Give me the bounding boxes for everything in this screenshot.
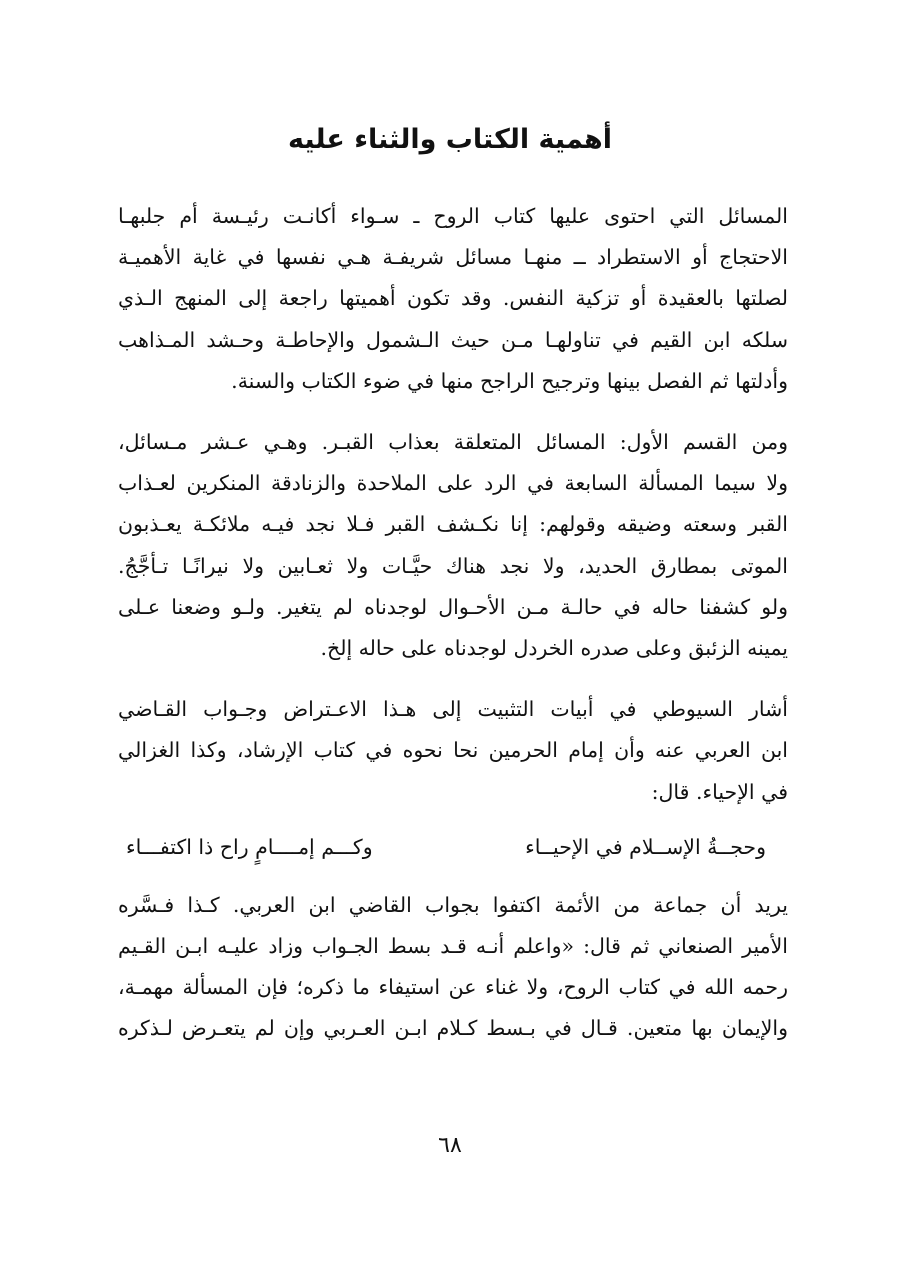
text-line: ابن العربي عنه وأن إمام الحرمين نحا نحوه في كتاب الإرشاد، وكذا الغزالي [118,738,788,763]
text-line: الموتى بمطارق الحديد، ولا نجد هناك حيَّـات ولا ثعـابين ولا نيرانًـا تـأجَّجُ. [118,553,788,578]
text-line: سلكه ابن القيم في تناولهـا مـن حيث الـشمول والإحاطـة وحـشد المـذاهب [118,327,788,352]
paragraph-3 [118,689,788,813]
verse-second-hemistich: وكـــم إمــــامٍ راح ذا اكتفـــاء [126,834,373,859]
verse-first-hemistich: وحجــةُ الإســلام في الإحيــاء [525,834,766,859]
text-line: في الإحياء. قال: [651,779,788,804]
page-number: ٦٨ [438,1133,462,1158]
text-line: رحمه الله في كتاب الروح، ولا غناء عن استيفاء ما ذكره؛ فإن المسألة مهمـة، [118,975,788,1000]
paragraph-4 [118,885,788,1050]
page-title: أهمية الكتاب والثناء عليه [287,124,613,155]
body-text [118,196,788,1070]
poetry-verse [118,827,788,867]
text-line: يريد أن جماعة من الأئمة اكتفوا بجواب القاضي ابن العربي. كـذا فـسَّره [118,892,788,917]
text-line: يمينه الزئبق وعلى صدره الخردل لوجدناه على حاله إلخ. [320,636,788,661]
text-line: الاحتجاج أو الاستطراد ــ منهـا مسائل شريفـة هـي نفسها في غاية الأهميـة [118,245,788,270]
text-line: الأمير الصنعاني ثم قال: «واعلم أنـه قـد بسط الجـواب وزاد عليـه ابـن القـيم [118,934,788,959]
text-line: لصلتها بالعقيدة أو تزكية النفس. وقد تكون أهميتها راجعة إلى المنهج الـذي [118,286,788,311]
text-line: أشار السيوطي في أبيات التثبيت إلى هـذا الاعـتراض وجـواب القـاضي [118,697,788,722]
text-line: وأدلتها ثم الفصل بينها وترجيح الراجح منها في ضوء الكتاب والسنة. [231,368,788,393]
text-line: والإيمان بها متعين. قـال في بـسط كـلام ابـن العـربي وإن لم يتعـرض لـذكره [118,1016,788,1041]
text-line: ولو كشفنا حاله في حالـة مـن الأحـوال لوجدناه لم يتغير. ولـو وضعنا عـلى [118,594,788,619]
text-line: القبر وسعته وضيقه وقولهم: إنا نكـشف القبر فـلا نجد فيـه ملائكـة يعـذبون [118,512,788,537]
paragraph-2 [118,422,788,669]
text-line: ولا سيما المسألة السابعة في الرد على الملاحدة والزنادقة المنكرين لعـذاب [118,471,788,496]
text-line: المسائل التي احتوى عليها كتاب الروح ـ سـواء أكانـت رئيـسة أم جلبهـا [118,204,788,228]
paragraph-1 [118,196,788,402]
text-line: ومن القسم الأول: المسائل المتعلقة بعذاب القبـر. وهـي عـشر مـسائل، [118,430,788,455]
